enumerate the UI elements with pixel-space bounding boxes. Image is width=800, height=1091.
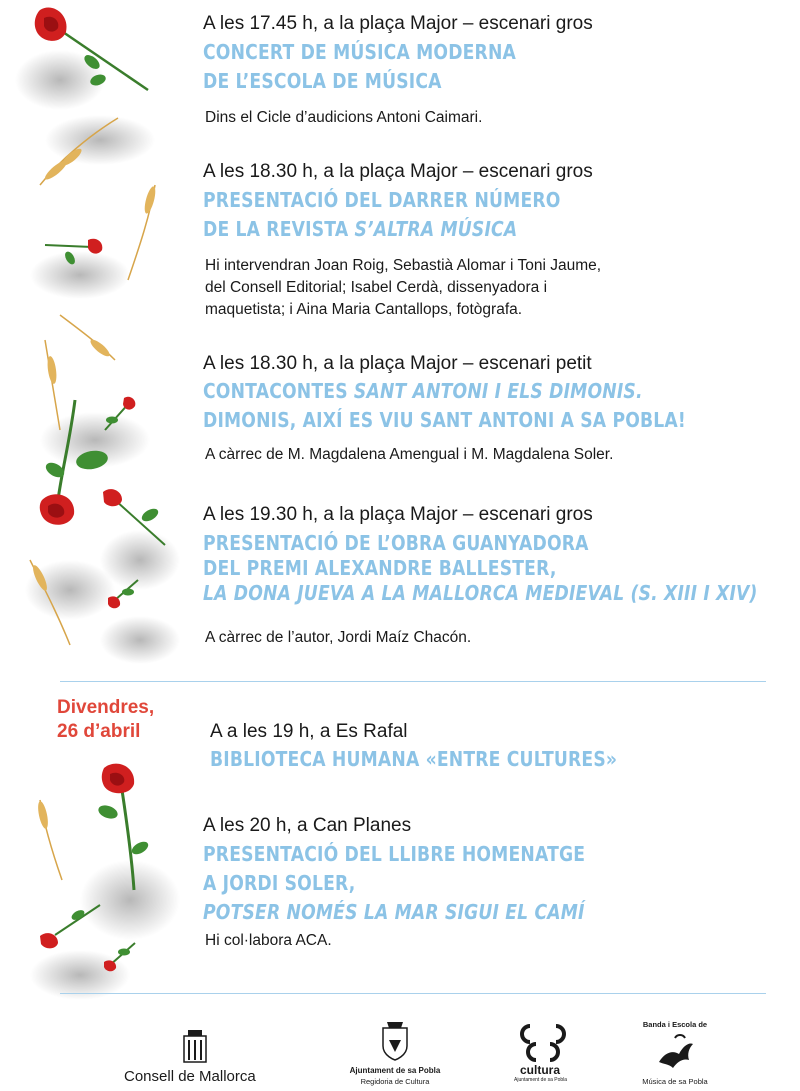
event-title: DE L’ESCOLA DE MÚSICA — [203, 69, 442, 93]
event-title — [203, 898, 585, 927]
logo-label: Banda i Escola de — [642, 1020, 708, 1029]
event-title — [203, 377, 643, 406]
event-time: A a les 19 h, a Es Rafal — [210, 721, 408, 742]
event-description: A càrrec de M. Magdalena Amengual i M. Magdalena Soler. — [205, 446, 614, 463]
rose-shadow — [80, 860, 180, 940]
logo-banda-escola — [640, 1020, 710, 1088]
event-title: PRESENTACIÓ DEL DARRER NÚMERO — [203, 188, 561, 212]
event-title: PRESENTACIÓ DEL LLIBRE HOMENATGE — [203, 842, 586, 866]
event-time: A les 19.30 h, a la plaça Major – escenari gros — [203, 504, 593, 525]
event-description: Hi col·labora ACA. — [205, 932, 332, 949]
consell-crest-icon — [180, 1030, 210, 1066]
logo-label: Música de sa Pobla — [642, 1077, 708, 1086]
event-time: A les 18.30 h, a la plaça Major – escenari petit — [203, 353, 592, 374]
section-divider — [60, 993, 766, 994]
date-label: Divendres, — [57, 697, 155, 718]
title-part-italic: S’ALTRA MÚSICA — [354, 217, 518, 241]
event-title: DEL PREMI ALEXANDRE BALLESTER, — [203, 556, 557, 580]
roses-decoration — [0, 0, 180, 1000]
title-part: DE LA REVISTA — [203, 217, 355, 241]
title-part-italic: POTSER NOMÉS LA MAR SIGUI EL CAMÍ — [203, 900, 585, 924]
event-title: PRESENTACIÓ DE L’OBRA GUANYADORA — [203, 531, 589, 555]
event-time: A les 18.30 h, a la plaça Major – escenari gros — [203, 161, 593, 182]
ajuntament-shield-icon — [379, 1022, 411, 1062]
logo-ajuntament — [335, 1022, 455, 1088]
event-description: A càrrec de l’autor, Jordi Maíz Chacón. — [205, 629, 472, 646]
event-description: Dins el Cicle d’audicions Antoni Caimari. — [205, 109, 483, 126]
logo-label: Ajuntament de sa Pobla — [514, 1077, 568, 1083]
rose-shadow — [45, 115, 155, 165]
logo-label: cultura — [520, 1063, 561, 1077]
event-title — [203, 579, 758, 608]
event-title — [203, 215, 517, 244]
date-label: 26 d’abril — [57, 721, 141, 742]
wheat-icon — [36, 800, 62, 880]
event-time: A les 17.45 h, a la plaça Major – escenari gros — [203, 13, 593, 34]
section-divider — [60, 681, 766, 682]
event-description: del Consell Editorial; Isabel Cerdà, dissenyadora i — [205, 279, 548, 296]
title-part: CONTACONTES — [203, 379, 354, 403]
rose-shadow — [100, 616, 180, 664]
cultura-mark-icon — [520, 1024, 566, 1062]
event-title: CONCERT DE MÚSICA MODERNA — [203, 40, 517, 64]
event-title: A JORDI SOLER, — [203, 871, 356, 895]
banda-griffin-icon — [655, 1032, 695, 1072]
logo-label: Consell de Mallorca — [124, 1068, 256, 1085]
event-time: A les 20 h, a Can Planes — [203, 815, 412, 836]
event-description: maquetista; i Aina Maria Cantallops, fotògrafa. — [205, 301, 523, 318]
logo-consell-de-mallorca — [120, 1030, 270, 1086]
rose-icon — [40, 905, 100, 948]
event-title: BIBLIOTECA HUMANA «ENTRE CULTURES» — [210, 747, 618, 771]
logo-label: Ajuntament de sa Pobla — [349, 1066, 441, 1075]
rose-shadow — [30, 251, 130, 299]
logo-cultura — [510, 1024, 580, 1086]
event-description: Hi intervendran Joan Roig, Sebastià Alomar i Toni Jaume, — [205, 257, 602, 274]
logo-label: Regidoria de Cultura — [360, 1077, 430, 1086]
event-title: DIMONIS, AIXÍ ES VIU SANT ANTONI A SA POBLA! — [203, 408, 686, 432]
title-part-italic: SANT ANTONI I ELS DIMONIS. — [353, 379, 643, 403]
title-part-italic: LA DONA JUEVA A LA MALLORCA MEDIEVAL (S. XIII I XIV) — [203, 581, 758, 605]
